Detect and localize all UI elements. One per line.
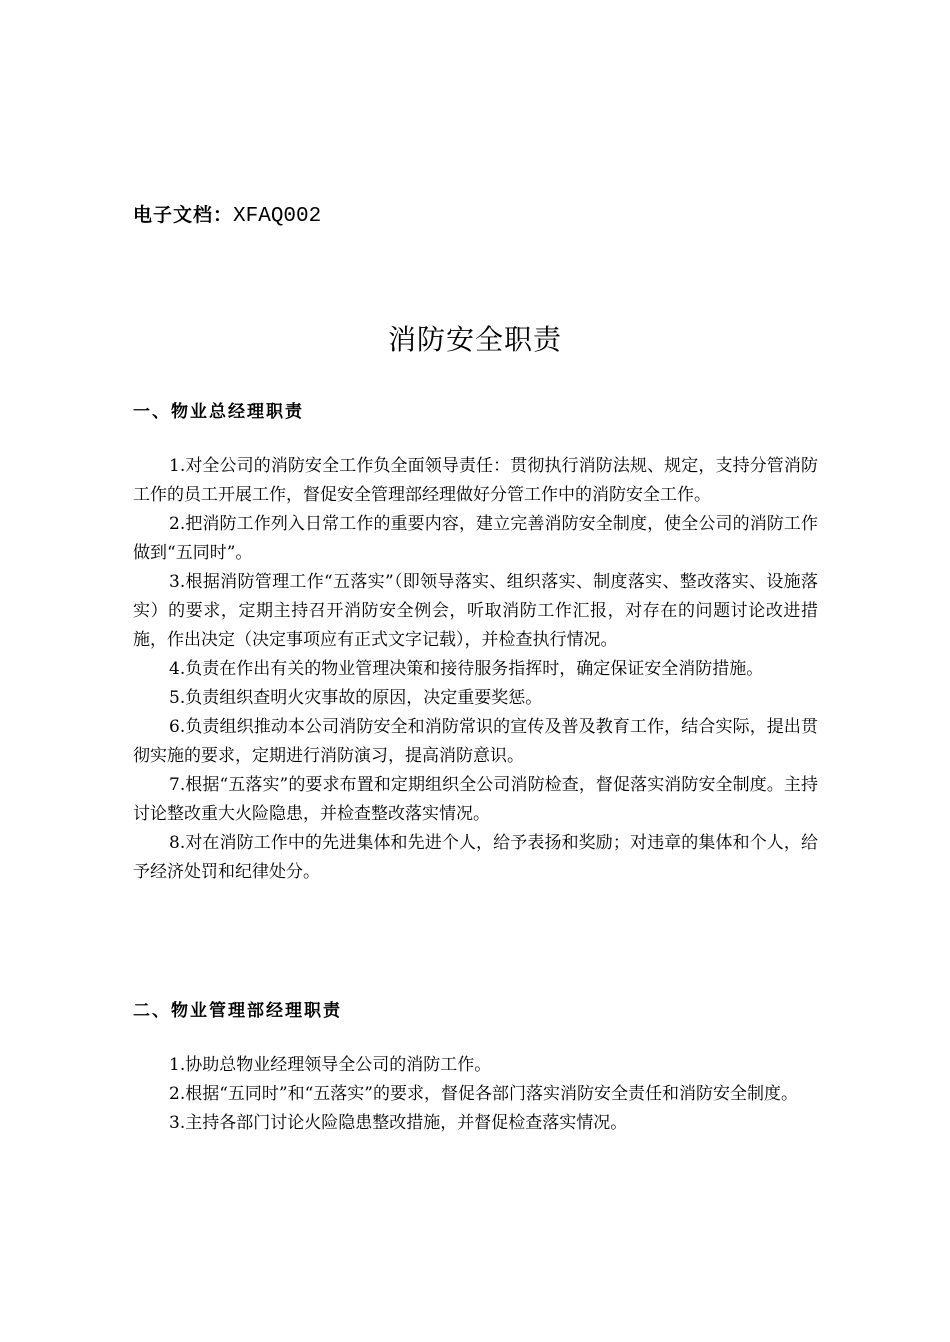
section-heading-management-dept-manager: 二、物业管理部经理职责: [133, 1001, 342, 1021]
document-id-value: XFAQ002: [233, 205, 322, 228]
list-item: 6.负责组织推动本公司消防安全和消防常识的宣传及普及教育工作，结合实际，提出贯彻实施的要求，定期进行消防演习，提高消防意识。: [133, 717, 818, 766]
list-item: 5.负责组织查明火灾事故的原因，决定重要奖惩。: [169, 688, 543, 708]
list-item: 2.根据“五同时”和“五落实”的要求，督促各部门落实消防安全责任和消防安全制度。: [169, 1084, 798, 1104]
list-item: 2.把消防工作列入日常工作的重要内容，建立完善消防安全制度，使全公司的消防工作做到“五同时”。: [133, 514, 818, 563]
list-item: 3.根据消防管理工作“五落实”（即领导落实、组织落实、制度落实、整改落实、设施落实）的要求，定期主持召开消防安全例会，听取消防工作汇报，对存在的问题讨论改进措施，作出决定（决定事项应有正式文字记载），并检查执行情况。: [133, 572, 818, 650]
section-heading-general-manager: 一、物业总经理职责: [133, 402, 304, 422]
section-body-general-manager: [133, 452, 818, 887]
list-item: 7.根据“五落实”的要求布置和定期组织全公司消防检查，督促落实消防安全制度。主持讨论整改重大火险隐患，并检查整改落实情况。: [133, 775, 818, 824]
section-body-management-dept-manager: [133, 1051, 818, 1138]
list-item: 3.主持各部门讨论火险隐患整改措施，并督促检查落实情况。: [169, 1113, 628, 1133]
document-id-line: [133, 200, 321, 231]
list-item: 4.负责在作出有关的物业管理决策和接待服务指挥时，确定保证安全消防措施。: [169, 659, 764, 679]
document-id-label: 电子文档：: [133, 204, 234, 226]
list-item: 1.对全公司的消防安全工作负全面领导责任：贯彻执行消防法规、规定，支持分管消防工作的员工开展工作，督促安全管理部经理做好分管工作中的消防安全工作。: [133, 456, 818, 505]
list-item: 8.对在消防工作中的先进集体和先进个人，给予表扬和奖励；对违章的集体和个人，给予经济处罚和纪律处分。: [133, 833, 818, 882]
document-title: 消防安全职责: [387, 323, 562, 356]
list-item: 1.协助总物业经理领导全公司的消防工作。: [169, 1055, 492, 1075]
